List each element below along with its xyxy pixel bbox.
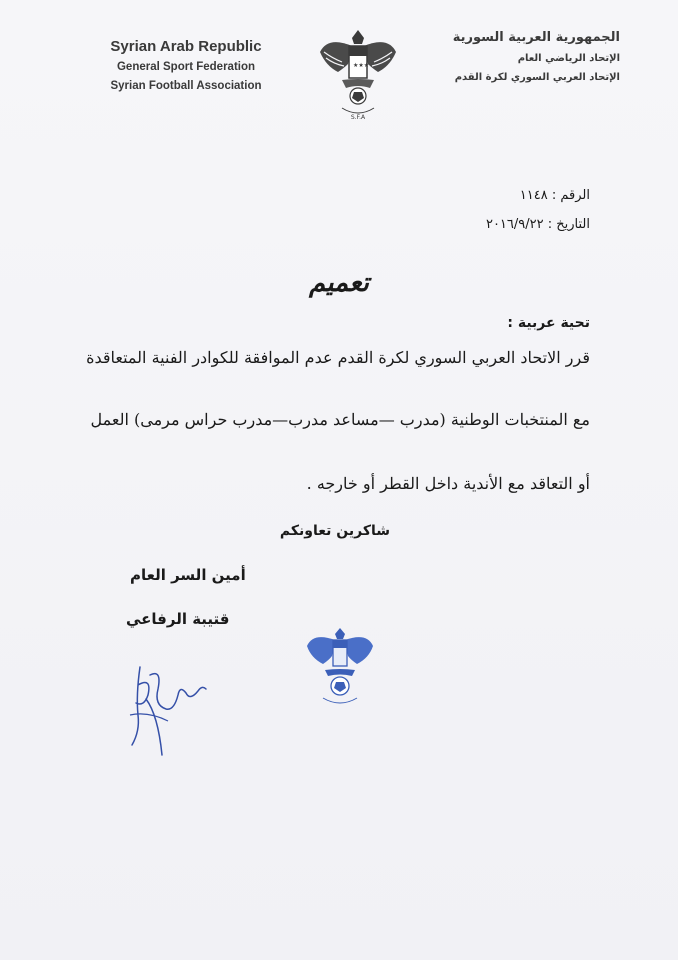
svg-text:★★★: ★★★ [353,62,370,69]
reference-block [486,188,590,246]
reference-number: الرقم : ١١٤٨ [519,188,590,203]
closing-text: شاكرين تعاونكم [279,523,390,539]
en-federation: General Sport Federation [116,61,256,73]
english-letterhead [86,38,286,99]
emblem-caption: S.F.A [350,114,366,121]
ar-federation: الإتحاد الرياضي العام [517,53,620,64]
arabic-letterhead [420,30,620,83]
document-title: تعميم [309,268,369,298]
ar-country: الجمهورية العربية السورية [452,30,620,45]
body-line-2: مع المنتخبات الوطنية (مدرب —مساعد مدرب—مدرب حراس مرمى) العمل [90,410,590,429]
greeting: تحية عربية : [507,315,590,331]
signatory-title: أمين السر العام [130,566,246,584]
eagle-emblem-icon [318,22,398,122]
federation-stamp-icon [305,622,375,712]
signatory-name: قتيبة الرفاعي [126,610,230,628]
ar-association: الإتحاد العربي السوري لكرة القدم [454,72,620,83]
en-country: Syrian Arab Republic [110,38,262,55]
body-line-1: قرر الاتحاد العربي السوري لكرة القدم عدم الموافقة للكوادر الفنية المتعاقدة [86,348,590,367]
en-association: Syrian Football Association [110,80,262,92]
body-line-3: أو التعاقد مع الأندية داخل القطر أو خارجه . [306,474,590,493]
reference-date: التاريخ : ٢٠١٦/٩/٢٢ [485,217,590,232]
handwritten-signature-icon [118,655,208,765]
